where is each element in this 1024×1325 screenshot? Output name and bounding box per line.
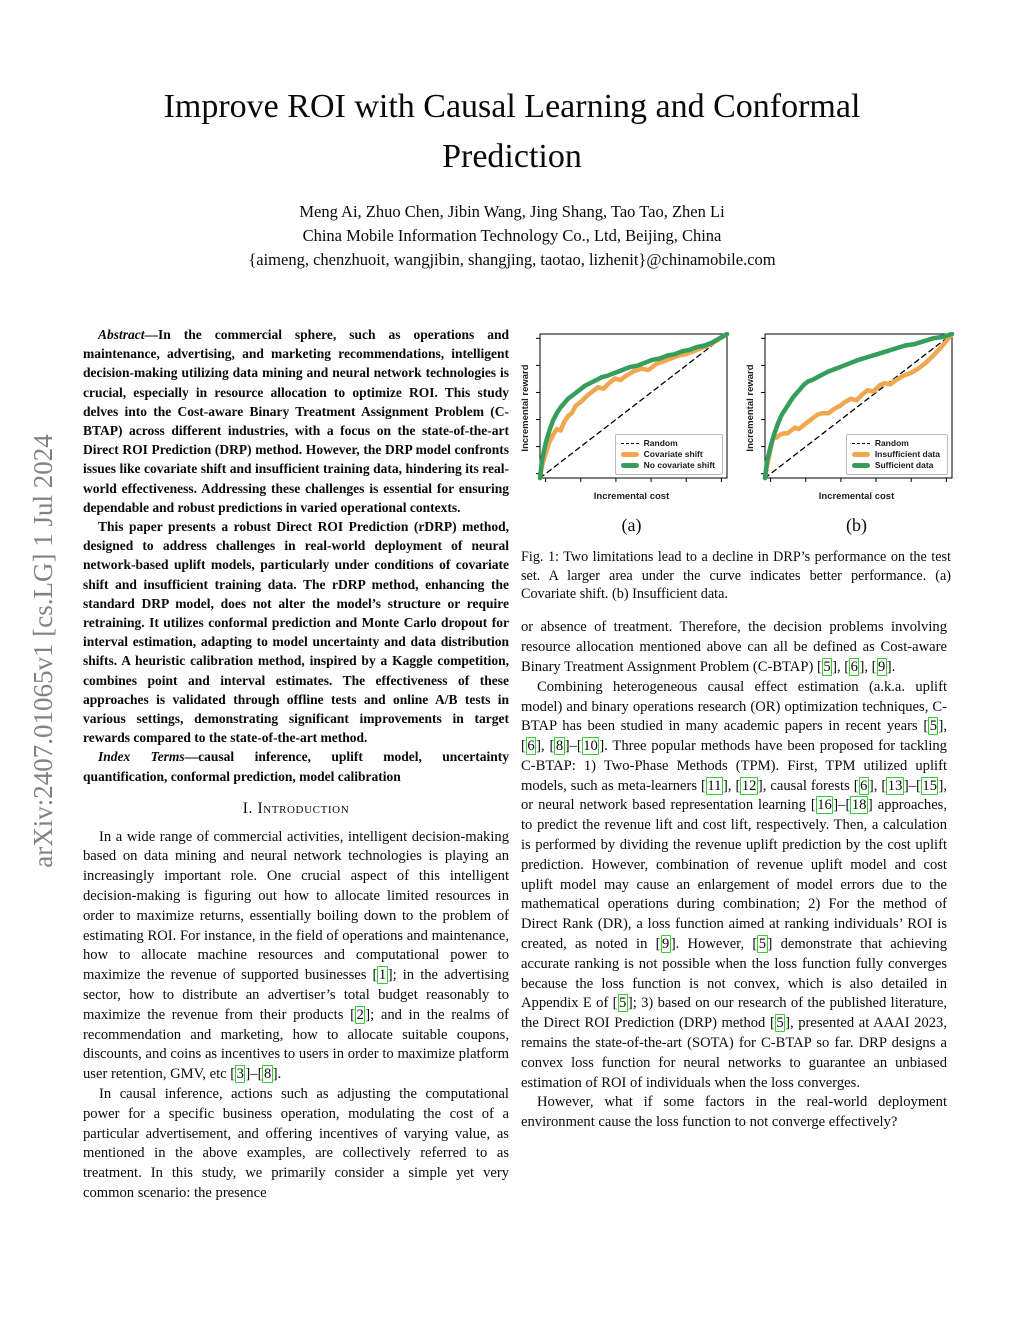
intro-paragraph-2: In causal inference, actions such as adjusting the computational power for a specific business operation, modulating the cost of a particular advertisement, and offering incentives of varying value, as mentioned in the above examples, are collectively referred to as treatment. In this study, we primarily consider a simple yet very common scenario: the presence <box>83 1086 509 1202</box>
legend-label: Insufficient data <box>874 448 940 459</box>
figure1-subplot-a <box>519 332 730 536</box>
citation-ref[interactable]: 5 <box>929 718 937 735</box>
x-axis-label: Incremental cost <box>593 491 670 502</box>
section-heading-introduction: I. Introduction <box>242 799 350 817</box>
y-axis-label: Incremental reward <box>745 364 757 452</box>
solid-line-swatch <box>621 463 639 468</box>
legend-label: No covariate shift <box>643 459 715 470</box>
citation-ref[interactable]: 18 <box>851 797 867 814</box>
plot-legend <box>615 434 723 475</box>
subplot-label: (a) <box>621 514 642 535</box>
paper-title-line2: Prediction <box>442 137 582 175</box>
citation-ref[interactable]: 5 <box>619 995 627 1012</box>
citation-ref[interactable]: 13 <box>887 777 903 794</box>
legend-label: Random <box>874 437 909 448</box>
author-block <box>0 200 1024 272</box>
dashed-line-swatch <box>621 443 639 444</box>
emails-line: {aimeng, chenzhuoit, wangjibin, shangjing, taotao, lizhenit}@chinamobile.com <box>248 249 776 269</box>
figure-1 <box>521 332 958 604</box>
legend-label: Covariate shift <box>643 448 703 459</box>
citation-ref[interactable]: 16 <box>817 797 832 814</box>
arxiv-watermark: arXiv:2407.01065v1 [cs.LG] 1 Jul 2024 <box>28 434 58 868</box>
index-terms-leadin: Index Terms <box>98 749 185 765</box>
subplot-label: (b) <box>846 514 867 535</box>
citation-ref[interactable]: 3 <box>236 1066 244 1083</box>
affiliation-line: China Mobile Information Technology Co., Ltd, Beijing, China <box>302 225 722 245</box>
abstract-leadin: Abstract <box>98 327 145 342</box>
citation-ref[interactable]: 11 <box>707 777 722 794</box>
citation-ref[interactable]: 8 <box>555 738 564 755</box>
plot-legend <box>846 434 948 475</box>
paper-title <box>0 82 1024 182</box>
citation-ref[interactable]: 5 <box>823 658 831 675</box>
solid-line-swatch <box>621 452 639 457</box>
citation-ref[interactable]: 5 <box>758 936 766 953</box>
figure1-caption: Fig. 1: Two limitations lead to a decline in DRP’s performance on the test set. A larger area under the curve indicates better performance. (a) Covariate shift. (b) Insufficient data. <box>521 548 951 603</box>
citation-ref[interactable]: 1 <box>378 967 387 984</box>
dashed-line-swatch <box>852 443 870 444</box>
right-column <box>520 332 951 1272</box>
body-paragraph-question: However, what if some factors in the real-world deployment environment cause the loss function to not converge effectively? <box>521 1094 947 1131</box>
legend-label: Random <box>643 437 678 448</box>
citation-ref[interactable]: 8 <box>263 1066 272 1083</box>
abstract-block <box>83 325 509 786</box>
citation-ref[interactable]: 9 <box>878 658 886 675</box>
abstract-paragraph-2: This paper presents a robust Direct ROI Prediction (rDRP) method, designed to address challenges in real-world deployment of neural network-based uplift models, particularly under conditions of covariate shift and insufficient training data. The rDRP method, enhancing the standard DRP model, does not alter the model’s structure or require retraining. It utilizes conformal prediction and Monte Carlo dropout for interval estimation, adapting to model uncertainty and data distribution shifts. A heuristic calibration method, inspired by a Kaggle competition, combines point and interval estimates. The effectiveness of these approaches is validated through offline tests and online A/B tests in various settings, demonstrating significant improvements in target rewards compared to the state-of-the-art method. <box>83 519 509 746</box>
x-axis-label: Incremental cost <box>818 491 895 502</box>
plot-area <box>758 332 955 484</box>
citation-ref[interactable]: 2 <box>356 1006 364 1023</box>
citation-ref[interactable]: 6 <box>860 777 868 794</box>
solid-line-swatch <box>852 463 870 468</box>
intro-paragraph-1: In a wide range of commercial activities, intelligent decision-making based on data mining and neural network technologies is playing an increasingly important role. One crucial aspect of this intelligent decision-making is figuring out how to allocate limited resources in order to maximize returns, essentially boiling down to the problem of estimating ROI. For instance, in the field of operations and maintenance, how to allocate machine resources and computational power to maximize the revenue of supported businesses [ 1 ]; in the advertising sector, how to distribute an advertiser’s total budget reasonably to maximize the revenue from their products [ 2 ]; and in the realms of recommendation and marketing, how to allocate suitable coupons, discounts, and coins as incentives to users in order to maximize platform user retention, GMV, etc [ 3 ]–[ 8 ]. <box>83 828 509 1083</box>
citation-ref[interactable]: 6 <box>527 738 535 755</box>
paper-title-line1: Improve ROI with Causal Learning and Conformal <box>163 88 861 125</box>
citation-ref[interactable]: 15 <box>922 777 937 794</box>
body-paragraph-cbtap: or absence of treatment. Therefore, the decision problems involving resource allocation mentioned above can all be defined as Cost-aware Binary Treatment Assignment Problem (C-BTAP) [ 5 ], [ 6 ], [ 9 ]. <box>521 619 947 675</box>
citation-ref[interactable]: 10 <box>583 738 598 755</box>
left-column <box>83 325 509 1265</box>
citation-ref[interactable]: 9 <box>662 936 670 953</box>
legend-label: Sufficient data <box>874 459 934 470</box>
authors-line: Meng Ai, Zhuo Chen, Jibin Wang, Jing Shang, Tao Tao, Zhen Li <box>299 202 725 221</box>
legend-row <box>621 460 715 471</box>
citation-ref[interactable]: 5 <box>776 1015 784 1032</box>
figure1-subplot-b <box>744 332 955 536</box>
y-axis-label: Incremental reward <box>520 364 532 452</box>
index-terms-text: —causal inference, uplift model, uncertainty quantification, conformal prediction, model calibration <box>83 749 510 784</box>
solid-line-swatch <box>852 452 870 457</box>
citation-ref[interactable]: 6 <box>850 658 858 675</box>
index-terms <box>83 747 509 785</box>
citation-ref[interactable]: 12 <box>741 777 757 794</box>
abstract-paragraph-1 <box>83 325 509 517</box>
abstract-paragraph-1-text: —In the commercial sphere, such as operations and maintenance, advertising, and marketing recommendations, intelligent decision-making utilizing data mining and neural network technologies is crucial, especially in resource allocation to optimize ROI. This study delves into the Cost-aware Binary Treatment Assignment Problem (C-BTAP) across different industries, with a focus on the state-of-the-art Direct ROI Prediction (DRP) method. However, the DRP model confronts issues like covariate shift and insufficient training data, hindering its real-world effectiveness. Addressing these challenges is essential for ensuring dependable and robust predictions in varied operational contexts. <box>83 327 509 515</box>
plot-area <box>533 332 730 484</box>
figure1-plots <box>519 332 958 536</box>
legend-row <box>852 460 940 471</box>
body-paragraph-methods: Combining heterogeneous causal effect estimation (a.k.a. uplift model) and binary operations research (OR) optimization techniques, C-BTAP has been studied in many academic papers in recent years [ 5 ], [ 6 ], [ 8 ]–[ 10 ]. Three popular methods have been proposed for tackling C-BTAP: 1) Two-Phase Methods (TPM). First, TPM utilized uplift models, such as meta-learners [ 11 ], [ 12 ], causal forests [ 6 ], [ 13 ]–[ 15 ], or neural network based representation learning [ 16 ]–[ 18 ] approaches, to predict the revenue lift and cost lift, respectively. Then, a calculation is performed by dividing the revenue uplift prediction by the cost uplift prediction. However, combination of revenue uplift model and cost uplift model may cause an enlargement of model errors due to the mathematical operations during combination; 2) For the method of Direct Rank (DR), a loss function aimed at ranking individuals’ ROI is created, as noted in [ 9 ]. However, [ 5 ] demonstrate that achieving accurate ranking is not possible when the loss function fully converges because the loss function is not convex, which is also detailed in Appendix E of [ 5 ]; 3) based on our research of the published literature, the Direct ROI Prediction (DRP) method [ 5 ], presented at AAAI 2023, remains the state-of-the-art (SOTA) for C-BTAP so far. DRP designs a convex loss function for neural networks to guarantee an unbiased estimation of ROI of individuals when the loss converges. <box>521 678 948 1091</box>
